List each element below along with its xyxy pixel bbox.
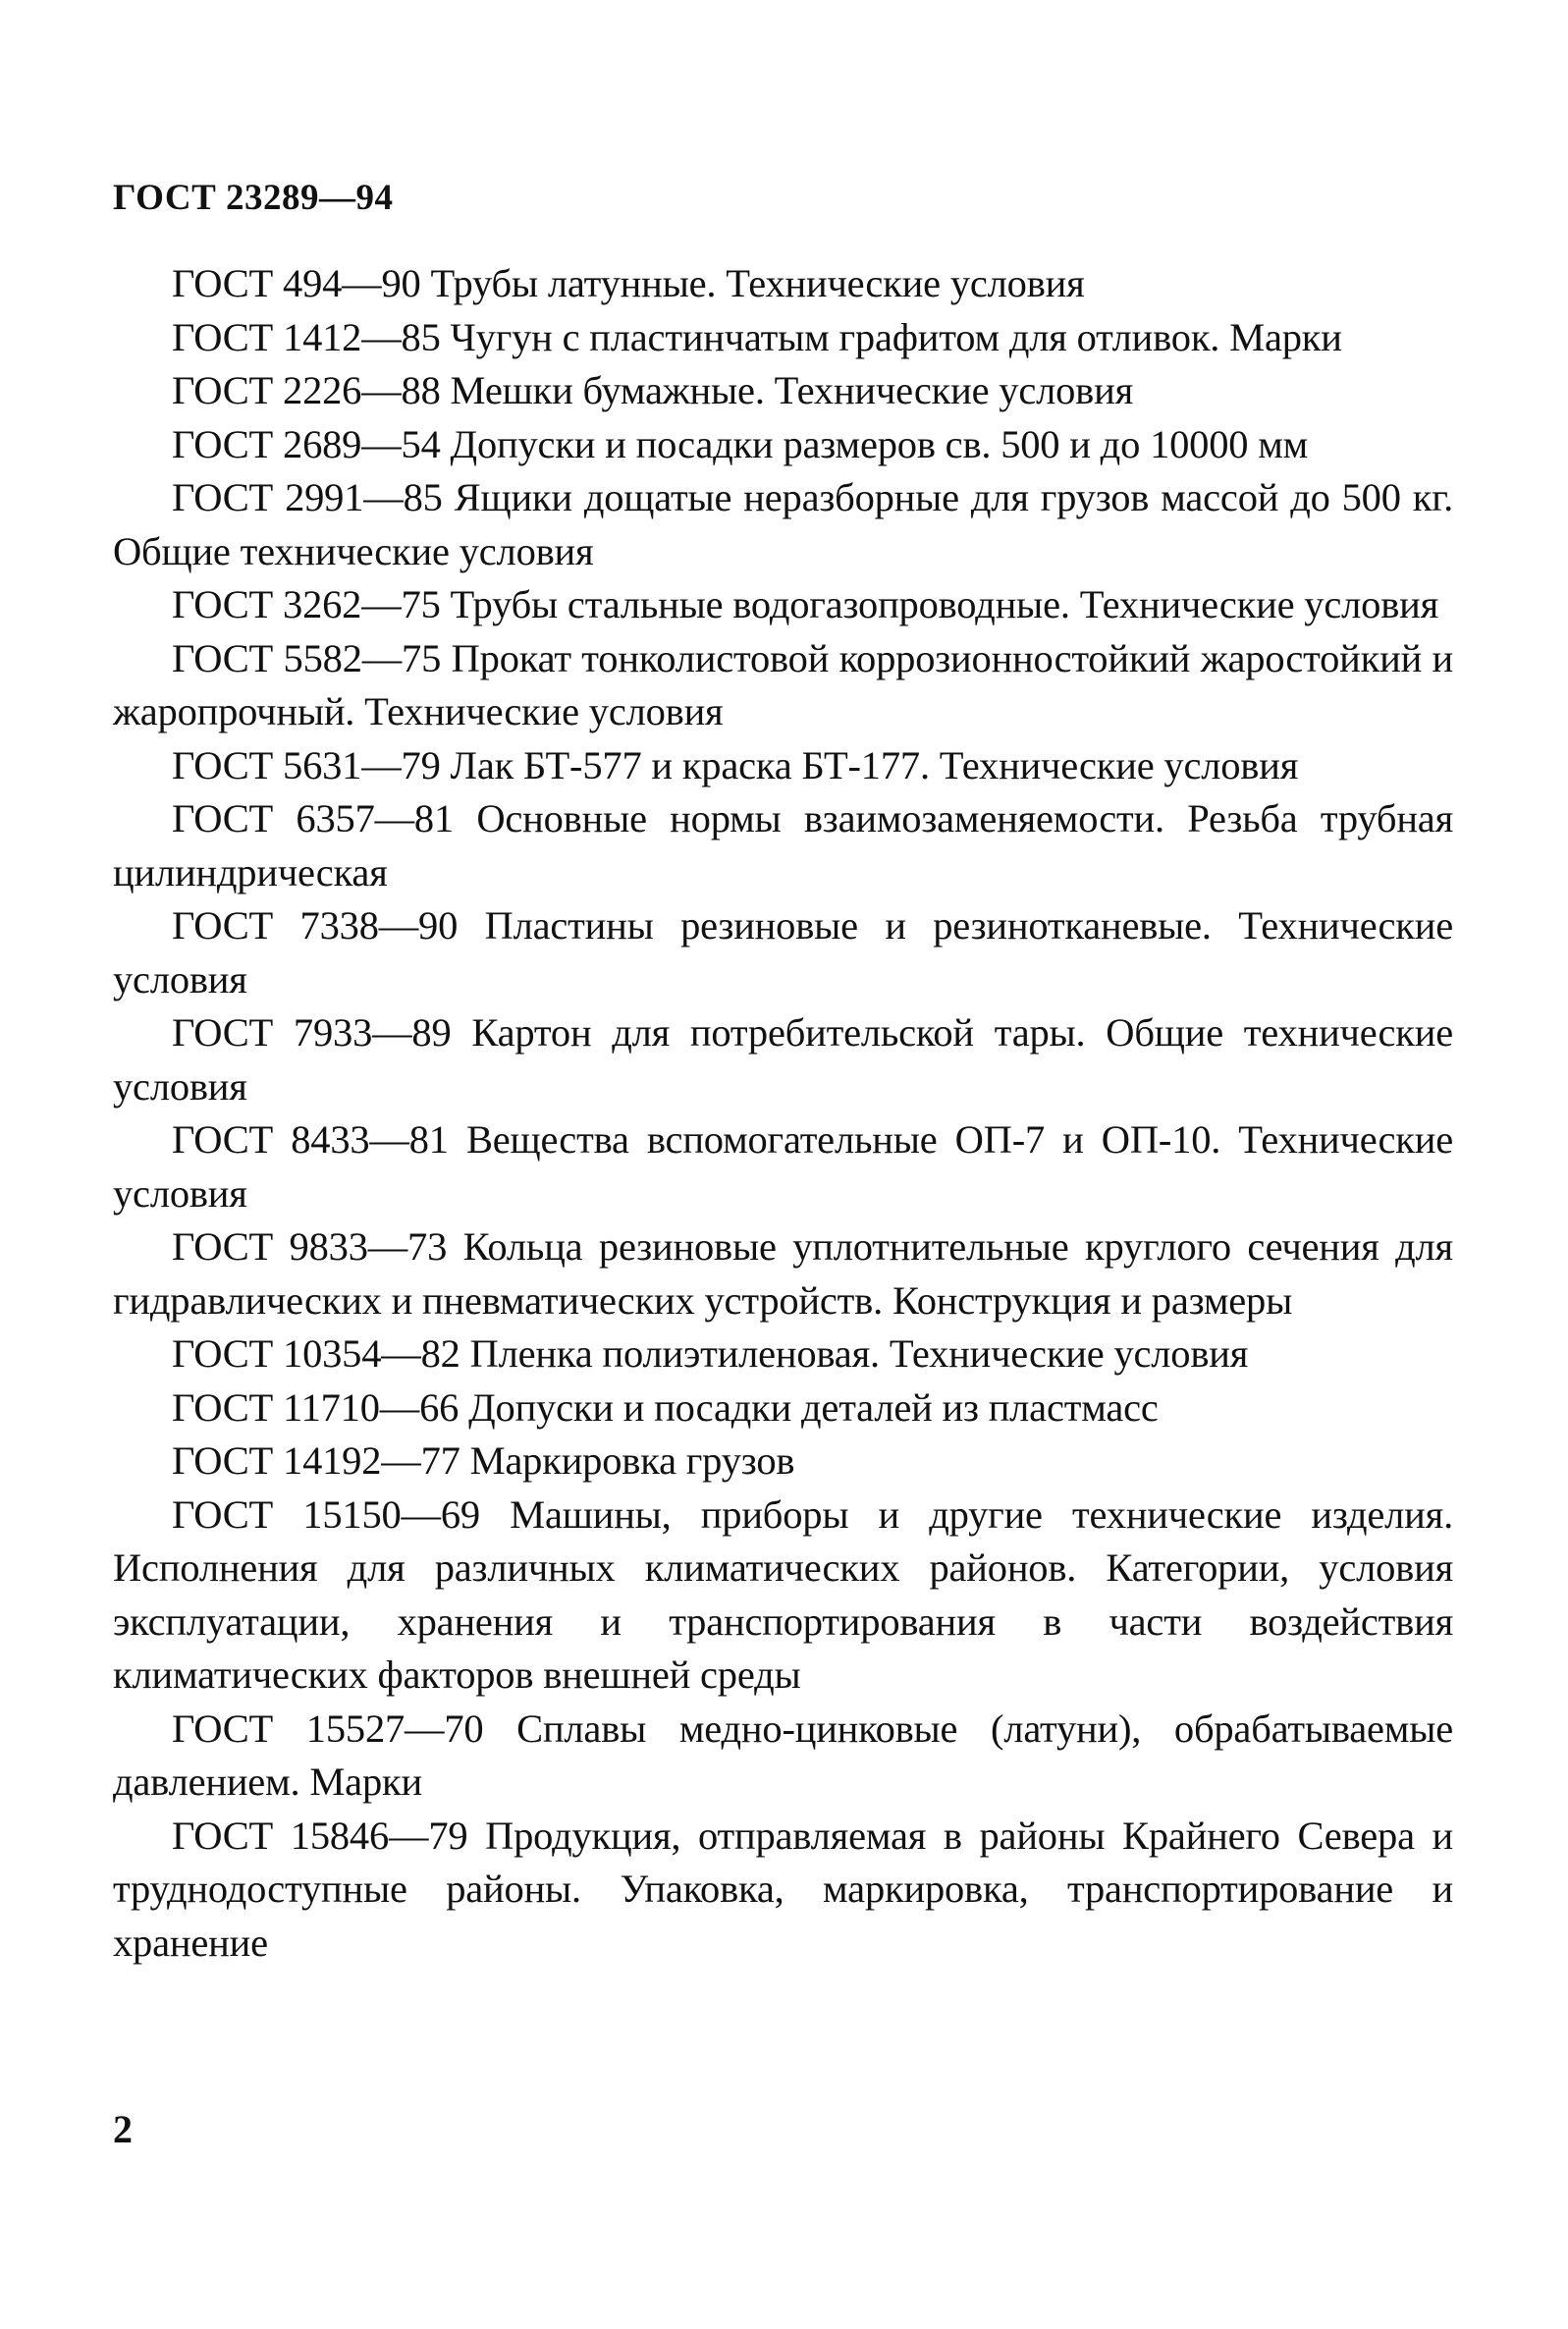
reference-item: ГОСТ 2991—85 Ящики дощатые неразборные для грузов массой до 500 кг. Общие технические условия	[113, 475, 1453, 573]
reference-item: ГОСТ 7933—89 Картон для потребительской тары. Общие технические условия	[113, 1010, 1453, 1109]
reference-item: ГОСТ 5631—79 Лак БТ-577 и краска БТ-177. Технические условия	[172, 742, 1299, 787]
normative-references-list	[113, 257, 1453, 1970]
running-header: ГОСТ 23289—94	[113, 178, 394, 218]
reference-item: ГОСТ 7338—90 Пластины резиновые и резинотканевые. Технические условия	[113, 903, 1453, 1002]
reference-item: ГОСТ 3262—75 Трубы стальные водогазопроводные. Технические условия	[172, 582, 1439, 626]
reference-item: ГОСТ 2226—88 Мешки бумажные. Технические условия	[172, 368, 1133, 412]
reference-item: ГОСТ 494—90 Трубы латунные. Технические условия	[172, 261, 1085, 305]
reference-item: ГОСТ 5582—75 Прокат тонколистовой коррозионностойкий жаростойкий и жаропрочный. Технические условия	[113, 635, 1453, 733]
reference-item: ГОСТ 11710—66 Допуски и посадки деталей из пластмасс	[172, 1384, 1159, 1430]
reference-item: ГОСТ 2689—54 Допуски и посадки размеров св. 500 и до 10000 мм	[172, 421, 1309, 466]
reference-item: ГОСТ 15846—79 Продукция, отправляемая в районы Крайнего Севера и труднодоступные районы. Упаковка, маркировка, транспортирование и хранение	[113, 1813, 1453, 1965]
reference-item: ГОСТ 10354—82 Пленка полиэтиленовая. Технические условия	[172, 1331, 1249, 1376]
reference-item: ГОСТ 9833—73 Кольца резиновые уплотнительные круглого сечения для гидравлических и пневматических устройств. Конструкция и размеры	[113, 1224, 1453, 1323]
reference-item: ГОСТ 15150—69 Машины, приборы и другие технические изделия. Исполнения для различных климатических районов. Категории, условия эксплуатации, хранения и транспортирования в части воздействия климатических факторов внешней среды	[113, 1491, 1453, 1697]
reference-item: ГОСТ 14192—77 Маркировка грузов	[172, 1438, 795, 1483]
reference-item: ГОСТ 15527—70 Сплавы медно-цинковые (латуни), обрабатываемые давлением. Марки	[113, 1706, 1453, 1804]
reference-item: ГОСТ 8433—81 Вещества вспомогательные ОП-7 и ОП-10. Технические условия	[113, 1117, 1453, 1216]
reference-item: ГОСТ 6357—81 Основные нормы взаимозаменяемости. Резьба трубная цилиндрическая	[113, 796, 1453, 894]
reference-item: ГОСТ 1412—85 Чугун с пластинчатым графитом для отливок. Марки	[172, 314, 1342, 359]
page-number: 2	[113, 2107, 133, 2151]
